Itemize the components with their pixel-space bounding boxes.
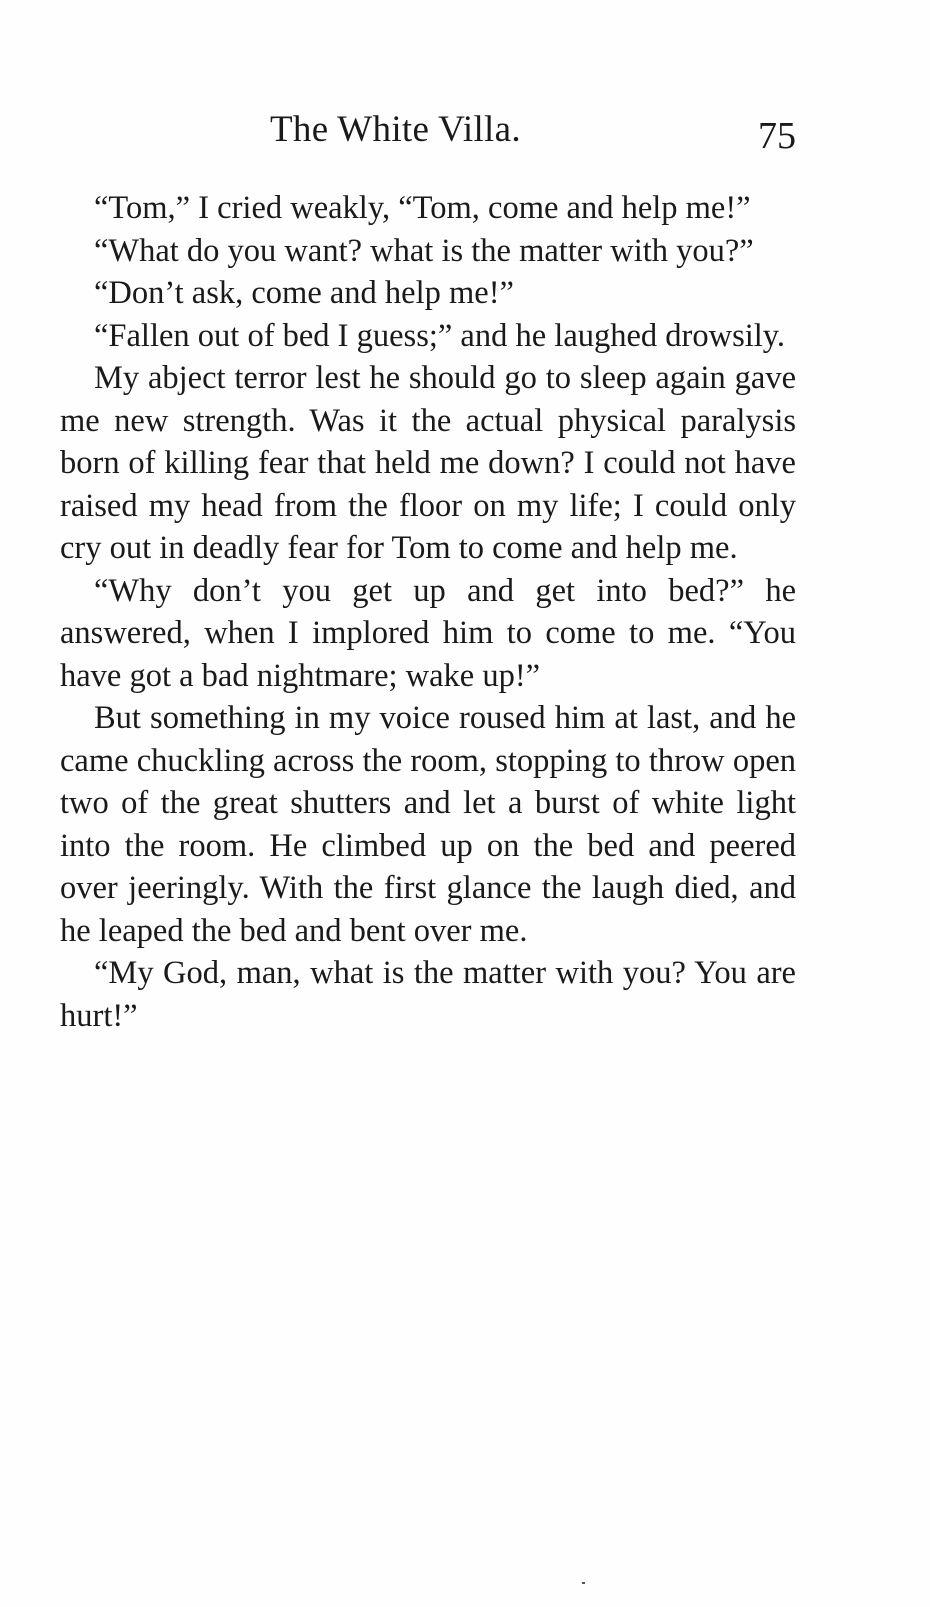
- paragraph-4: “Fallen out of bed I guess;” and he laughed drowsily.: [94, 317, 786, 354]
- paragraph-8: “My God, man, what is the matter with you? You are hurt!”: [60, 955, 796, 1034]
- paragraph-1: “Tom,” I cried weakly, “Tom, come and help me!”: [94, 190, 751, 226]
- paragraph-7: But something in my voice roused him at last, and he came chuckling across the room, stopping to throw open two of the great shutters and let a burst of white light into the room. He climbed up on the bed and peered over jeeringly. With the first glance the laugh died, and he leaped the bed and bent over me.: [60, 700, 796, 949]
- paragraph-5: My abject terror lest he should go to sleep again gave me new strength. Was it the actual physical paralysis born of killing fear that held me down? I could not have raised my head from the floor on my life; I could only cry out in deadly fear for Tom to come and help me.: [60, 360, 796, 566]
- running-title: The White Villa.: [270, 109, 521, 150]
- paragraph-3: “Don’t ask, come and help me!”: [94, 275, 514, 311]
- paragraph-6: “Why don’t you get up and get into bed?” he answered, when I implored him to come to me. “You have got a bad nightmare; wake up!”: [60, 572, 796, 694]
- page-number: 75: [758, 115, 796, 157]
- paragraph-2: “What do you want? what is the matter with you?”: [94, 232, 754, 269]
- running-head: [60, 108, 796, 158]
- scan-speck: [582, 1582, 585, 1584]
- body-text: [60, 187, 796, 1037]
